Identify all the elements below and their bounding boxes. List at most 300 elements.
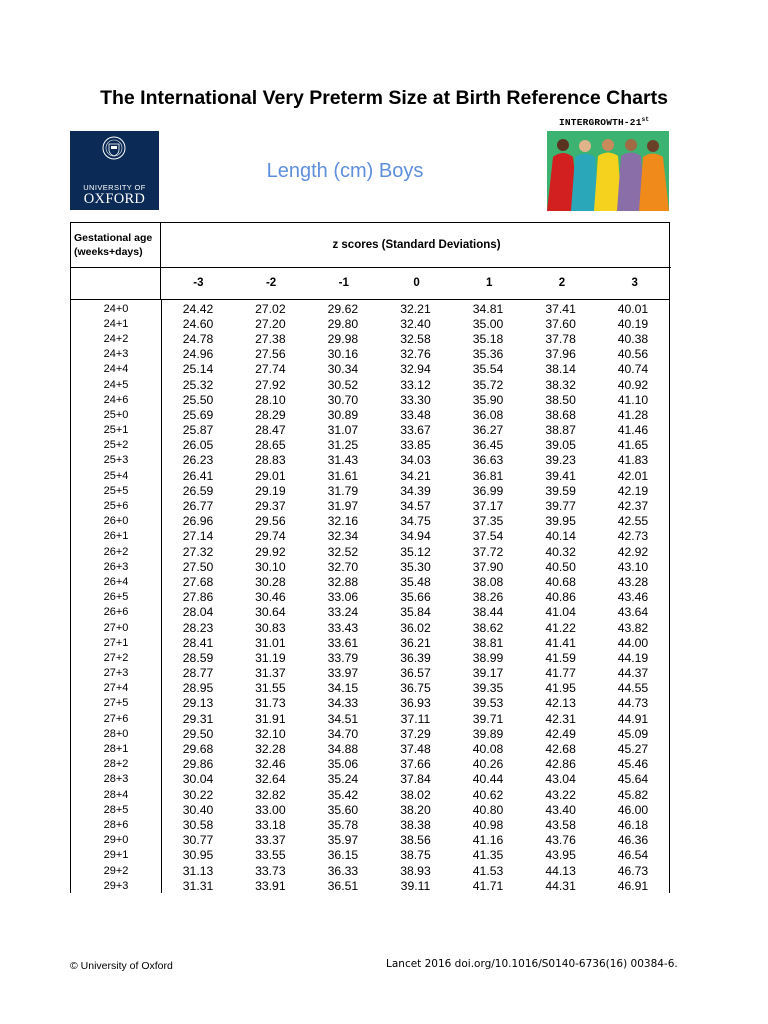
value-cell: 40.26 <box>472 757 504 772</box>
value-cell: 37.84 <box>400 772 431 787</box>
value-cell: 29.50 <box>182 726 214 741</box>
value-cell: 46.00 <box>597 802 670 817</box>
value-cell: 33.48 <box>400 407 431 422</box>
table-row <box>71 362 670 377</box>
ga-cell: 25+1 <box>71 423 162 438</box>
value-cell: 44.73 <box>597 696 670 711</box>
value-cell: 36.21 <box>400 635 431 650</box>
value-cell: 39.53 <box>472 696 504 711</box>
value-cell: 34.81 <box>452 300 525 317</box>
table-row <box>71 483 670 498</box>
value-cell: 41.71 <box>472 878 504 893</box>
value-cell: 37.11 <box>400 711 431 726</box>
value-cell: 34.15 <box>327 681 359 696</box>
value-cell: 39.35 <box>472 681 504 696</box>
value-cell: 33.00 <box>255 802 286 817</box>
table-row <box>71 453 670 468</box>
ga-header-lower <box>71 267 162 300</box>
column-header: -3 <box>193 277 204 289</box>
column-header: -1 <box>338 277 349 289</box>
value-cell: 38.20 <box>400 802 431 817</box>
value-cell: 27.92 <box>255 377 286 392</box>
value-cell: 30.04 <box>182 772 214 787</box>
table-row <box>71 498 670 513</box>
value-cell: 39.23 <box>545 453 576 468</box>
value-cell: 34.88 <box>327 742 359 757</box>
value-cell: 28.10 <box>255 392 286 407</box>
column-header: 3 <box>631 277 638 289</box>
table-body <box>71 300 670 894</box>
value-cell: 29.68 <box>182 742 214 757</box>
table-row <box>71 711 670 726</box>
value-cell: 39.71 <box>472 711 504 726</box>
ga-cell: 25+5 <box>71 483 162 498</box>
value-cell: 44.13 <box>545 863 576 878</box>
value-cell: 37.90 <box>472 559 504 574</box>
value-cell: 40.68 <box>545 574 576 589</box>
value-cell: 28.23 <box>182 620 214 635</box>
value-cell: 43.46 <box>597 590 670 605</box>
table-row <box>71 681 670 696</box>
value-cell: 37.29 <box>400 726 431 741</box>
ga-cell: 27+3 <box>71 666 162 681</box>
table-row <box>71 741 670 756</box>
value-cell: 31.19 <box>255 650 286 665</box>
table-row <box>71 544 670 559</box>
value-cell: 33.73 <box>255 863 286 878</box>
value-cell: 36.27 <box>472 423 504 438</box>
value-cell: 29.86 <box>182 757 214 772</box>
value-cell: 38.02 <box>400 787 431 802</box>
value-cell: 46.91 <box>597 878 670 893</box>
ga-cell: 28+3 <box>71 772 162 787</box>
value-cell: 42.68 <box>545 742 576 757</box>
value-cell: 29.01 <box>255 468 286 483</box>
ga-cell: 29+3 <box>71 878 162 893</box>
value-cell: 38.99 <box>472 650 504 665</box>
value-cell: 25.50 <box>182 392 214 407</box>
value-cell: 31.61 <box>327 468 359 483</box>
value-cell: 25.69 <box>182 407 214 422</box>
value-cell: 36.81 <box>472 468 504 483</box>
value-cell: 34.33 <box>327 696 359 711</box>
women-illustration <box>547 131 669 211</box>
value-cell: 27.20 <box>255 316 286 331</box>
table-row <box>71 726 670 741</box>
ga-cell: 27+0 <box>71 620 162 635</box>
value-cell: 35.06 <box>327 757 359 772</box>
value-cell: 36.08 <box>472 407 504 422</box>
table-row <box>71 590 670 605</box>
value-cell: 28.47 <box>255 423 286 438</box>
ga-cell: 28+0 <box>71 726 162 741</box>
value-cell: 41.53 <box>472 863 504 878</box>
value-cell: 40.86 <box>545 590 576 605</box>
table-row <box>71 347 670 362</box>
value-cell: 32.16 <box>327 514 359 529</box>
value-cell: 42.92 <box>597 544 670 559</box>
value-cell: 35.42 <box>327 787 359 802</box>
ga-cell: 26+1 <box>71 529 162 544</box>
value-cell: 35.00 <box>472 316 504 331</box>
value-cell: 35.66 <box>400 590 431 605</box>
value-cell: 38.50 <box>545 392 576 407</box>
value-cell: 42.73 <box>597 529 670 544</box>
page-title: The International Very Preterm Size at Birth Reference Charts <box>100 87 668 109</box>
value-cell: 37.35 <box>472 514 504 529</box>
table-row <box>71 635 670 650</box>
value-cell: 31.25 <box>327 438 359 453</box>
value-cell: 36.99 <box>472 483 504 498</box>
value-cell: 33.12 <box>400 377 431 392</box>
ga-cell: 26+4 <box>71 574 162 589</box>
value-cell: 43.95 <box>545 848 576 863</box>
value-cell: 43.40 <box>545 802 576 817</box>
value-cell: 39.11 <box>400 878 431 893</box>
value-cell: 26.96 <box>182 514 214 529</box>
value-cell: 37.41 <box>524 300 597 317</box>
value-cell: 33.97 <box>327 666 359 681</box>
table-row <box>71 559 670 574</box>
value-cell: 27.02 <box>234 300 307 317</box>
value-cell: 40.80 <box>472 802 504 817</box>
value-cell: 36.02 <box>400 620 431 635</box>
value-cell: 41.04 <box>545 605 576 620</box>
ga-cell: 26+6 <box>71 605 162 620</box>
value-cell: 32.21 <box>379 300 452 317</box>
value-cell: 27.38 <box>255 331 286 346</box>
ga-cell: 24+2 <box>71 331 162 346</box>
value-cell: 35.24 <box>327 772 359 787</box>
value-cell: 40.74 <box>597 362 670 377</box>
value-cell: 44.37 <box>597 666 670 681</box>
brand-sup: st <box>641 116 650 123</box>
value-cell: 30.46 <box>255 590 286 605</box>
value-cell: 35.84 <box>400 605 431 620</box>
value-cell: 41.59 <box>545 650 576 665</box>
value-cell: 32.88 <box>327 574 359 589</box>
value-cell: 34.51 <box>327 711 359 726</box>
value-cell: 30.95 <box>182 848 214 863</box>
value-cell: 36.63 <box>472 453 504 468</box>
value-cell: 39.89 <box>472 726 504 741</box>
value-cell: 37.96 <box>545 347 576 362</box>
value-cell: 33.43 <box>327 620 359 635</box>
value-cell: 32.40 <box>400 316 431 331</box>
ga-cell: 25+0 <box>71 407 162 422</box>
value-cell: 40.50 <box>545 559 576 574</box>
intergrowth-brand <box>559 116 649 128</box>
value-cell: 42.86 <box>545 757 576 772</box>
value-cell: 34.70 <box>327 726 359 741</box>
table-row <box>71 574 670 589</box>
value-cell: 42.37 <box>597 498 670 513</box>
ga-cell: 28+5 <box>71 802 162 817</box>
table-row <box>71 605 670 620</box>
value-cell: 39.17 <box>472 666 504 681</box>
value-cell: 32.52 <box>327 544 359 559</box>
value-cell: 36.15 <box>327 848 359 863</box>
value-cell: 31.79 <box>327 483 359 498</box>
value-cell: 38.26 <box>472 590 504 605</box>
value-cell: 40.14 <box>545 529 576 544</box>
z-scores-header: z scores (Standard Deviations) <box>162 223 671 268</box>
value-cell: 35.78 <box>327 817 359 832</box>
table-row <box>71 514 670 529</box>
value-cell: 33.79 <box>327 650 359 665</box>
value-cell: 39.59 <box>545 483 576 498</box>
value-cell: 37.66 <box>400 757 431 772</box>
value-cell: 26.23 <box>182 453 214 468</box>
value-cell: 32.70 <box>327 559 359 574</box>
table-row <box>71 392 670 407</box>
value-cell: 32.34 <box>327 529 359 544</box>
value-cell: 33.30 <box>400 392 431 407</box>
value-cell: 27.74 <box>255 362 286 377</box>
value-cell: 41.83 <box>597 453 670 468</box>
value-cell: 24.42 <box>162 300 235 317</box>
value-cell: 38.32 <box>545 377 576 392</box>
value-cell: 44.91 <box>597 711 670 726</box>
value-cell: 42.19 <box>597 483 670 498</box>
value-cell: 38.93 <box>400 863 431 878</box>
value-cell: 33.67 <box>400 423 431 438</box>
value-cell: 34.57 <box>400 499 431 514</box>
value-cell: 35.48 <box>400 574 431 589</box>
value-cell: 35.72 <box>472 377 504 392</box>
value-cell: 31.73 <box>255 696 286 711</box>
value-cell: 38.44 <box>472 605 504 620</box>
value-cell: 33.37 <box>255 833 286 848</box>
value-cell: 40.98 <box>472 817 504 832</box>
ga-cell: 27+1 <box>71 635 162 650</box>
table-row <box>71 848 670 863</box>
value-cell: 40.32 <box>545 544 576 559</box>
value-cell: 25.14 <box>182 362 214 377</box>
value-cell: 32.46 <box>255 757 286 772</box>
table-row <box>71 863 670 878</box>
value-cell: 28.95 <box>182 681 214 696</box>
table-row <box>71 331 670 346</box>
value-cell: 35.54 <box>472 362 504 377</box>
value-cell: 43.58 <box>545 817 576 832</box>
value-cell: 35.60 <box>327 802 359 817</box>
value-cell: 36.33 <box>327 863 359 878</box>
value-cell: 37.17 <box>472 499 504 514</box>
value-cell: 30.34 <box>327 362 359 377</box>
value-cell: 30.77 <box>182 833 214 848</box>
table-row <box>71 407 670 422</box>
ga-cell: 28+6 <box>71 817 162 832</box>
value-cell: 33.85 <box>400 438 431 453</box>
ga-cell: 28+1 <box>71 741 162 756</box>
value-cell: 30.40 <box>182 802 214 817</box>
table-row <box>71 787 670 802</box>
table-row <box>71 316 670 331</box>
ga-cell: 24+6 <box>71 392 162 407</box>
value-cell: 40.56 <box>597 347 670 362</box>
value-cell: 38.68 <box>545 407 576 422</box>
value-cell: 46.73 <box>597 863 670 878</box>
value-cell: 45.82 <box>597 787 670 802</box>
value-cell: 28.04 <box>182 605 214 620</box>
value-cell: 30.89 <box>327 407 359 422</box>
value-cell: 38.81 <box>472 635 504 650</box>
value-cell: 32.82 <box>255 787 286 802</box>
value-cell: 32.10 <box>255 726 286 741</box>
value-cell: 35.36 <box>472 347 504 362</box>
value-cell: 35.30 <box>400 559 431 574</box>
value-cell: 30.70 <box>327 392 359 407</box>
value-cell: 31.13 <box>182 863 214 878</box>
value-cell: 32.94 <box>400 362 431 377</box>
logo-line2: OXFORD <box>83 191 146 207</box>
value-cell: 40.38 <box>597 331 670 346</box>
value-cell: 30.28 <box>255 574 286 589</box>
value-cell: 33.55 <box>255 848 286 863</box>
value-cell: 25.87 <box>182 423 214 438</box>
ga-cell: 24+3 <box>71 347 162 362</box>
value-cell: 45.27 <box>597 741 670 756</box>
value-cell: 43.10 <box>597 559 670 574</box>
value-cell: 44.55 <box>597 681 670 696</box>
value-cell: 28.29 <box>255 407 286 422</box>
ga-cell: 24+1 <box>71 316 162 331</box>
value-cell: 36.93 <box>400 696 431 711</box>
value-cell: 41.46 <box>597 423 670 438</box>
value-cell: 43.82 <box>597 620 670 635</box>
value-cell: 45.64 <box>597 772 670 787</box>
value-cell: 39.77 <box>545 499 576 514</box>
value-cell: 27.14 <box>182 529 214 544</box>
value-cell: 24.78 <box>182 331 214 346</box>
value-cell: 44.00 <box>597 635 670 650</box>
table-header <box>70 222 670 299</box>
value-cell: 29.74 <box>255 529 286 544</box>
value-cell: 42.13 <box>545 696 576 711</box>
data-table <box>70 299 670 893</box>
value-cell: 36.57 <box>400 666 431 681</box>
ga-cell: 26+2 <box>71 544 162 559</box>
value-cell: 28.83 <box>255 453 286 468</box>
ga-cell: 29+2 <box>71 863 162 878</box>
value-cell: 38.38 <box>400 817 431 832</box>
value-cell: 31.97 <box>327 499 359 514</box>
value-cell: 31.55 <box>255 681 286 696</box>
value-cell: 41.77 <box>545 666 576 681</box>
value-cell: 36.39 <box>400 650 431 665</box>
value-cell: 29.92 <box>255 544 286 559</box>
value-cell: 31.01 <box>255 635 286 650</box>
value-cell: 34.03 <box>400 453 431 468</box>
value-cell: 40.01 <box>597 300 670 317</box>
value-cell: 38.14 <box>545 362 576 377</box>
ga-cell: 25+2 <box>71 438 162 453</box>
ga-cell: 24+5 <box>71 377 162 392</box>
value-cell: 29.13 <box>182 696 214 711</box>
value-cell: 35.90 <box>472 392 504 407</box>
value-cell: 40.44 <box>472 772 504 787</box>
value-cell: 33.06 <box>327 590 359 605</box>
value-cell: 31.43 <box>327 453 359 468</box>
value-cell: 26.77 <box>182 499 214 514</box>
table-row <box>71 423 670 438</box>
value-cell: 41.95 <box>545 681 576 696</box>
value-cell: 34.75 <box>400 514 431 529</box>
ga-cell: 27+4 <box>71 681 162 696</box>
value-cell: 37.72 <box>472 544 504 559</box>
value-cell: 29.98 <box>327 331 359 346</box>
value-cell: 30.16 <box>327 347 359 362</box>
table-row <box>71 772 670 787</box>
value-cell: 41.10 <box>597 392 670 407</box>
value-cell: 45.09 <box>597 726 670 741</box>
value-cell: 41.41 <box>545 635 576 650</box>
table-row <box>71 833 670 848</box>
value-cell: 36.51 <box>327 878 359 893</box>
value-cell: 28.59 <box>182 650 214 665</box>
value-cell: 44.19 <box>597 650 670 665</box>
value-cell: 40.62 <box>472 787 504 802</box>
value-cell: 27.50 <box>182 559 214 574</box>
ga-cell: 28+2 <box>71 757 162 772</box>
table-row <box>71 696 670 711</box>
value-cell: 41.28 <box>597 407 670 422</box>
value-cell: 40.19 <box>597 316 670 331</box>
value-cell: 38.08 <box>472 574 504 589</box>
value-cell: 37.60 <box>545 316 576 331</box>
table-row <box>71 620 670 635</box>
ga-cell: 27+2 <box>71 650 162 665</box>
footer-citation: Lancet 2016 doi.org/10.1016/S0140-6736(16) 00384-6. <box>386 958 678 970</box>
table-row <box>71 377 670 392</box>
table-row <box>71 650 670 665</box>
value-cell: 42.49 <box>545 726 576 741</box>
table-row <box>71 802 670 817</box>
ga-cell: 27+6 <box>71 711 162 726</box>
value-cell: 34.21 <box>400 468 431 483</box>
table-row <box>71 300 670 317</box>
value-cell: 27.86 <box>182 590 214 605</box>
value-cell: 25.32 <box>182 377 214 392</box>
value-cell: 41.22 <box>545 620 576 635</box>
value-cell: 34.39 <box>400 483 431 498</box>
column-headers <box>162 268 671 299</box>
ga-cell: 25+3 <box>71 453 162 468</box>
value-cell: 27.68 <box>182 574 214 589</box>
value-cell: 31.37 <box>255 666 286 681</box>
value-cell: 46.18 <box>597 817 670 832</box>
value-cell: 30.83 <box>255 620 286 635</box>
value-cell: 29.37 <box>255 499 286 514</box>
value-cell: 46.54 <box>597 848 670 863</box>
value-cell: 33.18 <box>255 817 286 832</box>
logo-line1: UNIVERSITY OF <box>83 183 146 192</box>
value-cell: 27.56 <box>255 347 286 362</box>
value-cell: 43.28 <box>597 574 670 589</box>
value-cell: 32.76 <box>400 347 431 362</box>
value-cell: 26.59 <box>182 483 214 498</box>
value-cell: 41.65 <box>597 438 670 453</box>
value-cell: 42.01 <box>597 468 670 483</box>
value-cell: 45.46 <box>597 757 670 772</box>
ga-cell: 24+4 <box>71 362 162 377</box>
value-cell: 41.35 <box>472 848 504 863</box>
value-cell: 30.64 <box>255 605 286 620</box>
value-cell: 39.41 <box>545 468 576 483</box>
column-header: -2 <box>265 277 277 289</box>
value-cell: 37.54 <box>472 529 504 544</box>
